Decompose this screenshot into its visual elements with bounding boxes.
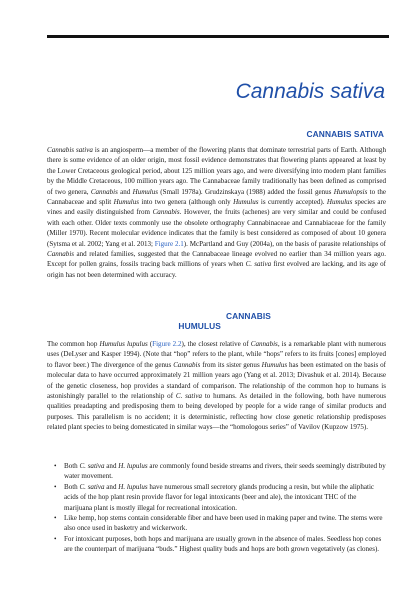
section-heading-humulus: HUMULUS <box>178 321 221 331</box>
paragraph-segment: Cannabis <box>152 208 180 217</box>
paragraph-segment: . However, the fruits (achenes) are very similar and could be confused with each other. Older texts commonly use the obsolete orthography Cannabinaceae and Cannabiaceae for the family (Miller 1970). Recent molecular evidence indicates that the family is best considered as composed of about 10 genera (Sytsma et al. 2002; Yang et al. 2013; <box>47 208 386 248</box>
paragraph-segment: C. sativa <box>245 260 272 269</box>
paragraph-segment: , is a remarkable plant with numerous uses (DeLyser and Kasper 1994). (Note that “hop” refers to the plant, while “hops” refers to its fruits [cones] employed to flavor beer.) The divergence of the genus <box>47 340 387 369</box>
paragraph-segment: Cannabis <box>173 360 201 369</box>
paragraph-segment: has been estimated on the basis of molecular data to have occurred approximately 21 million years ago (Yang et al. 2013; Divashuk et al. 2014). Because of the genetic closeness, hop provides a standard of comparison. The relationship of the common hop to humans is astonishingly parallel to the relationship of <box>47 360 387 401</box>
paragraph-segment: first evolved are lacking, and its age of origin has not been determined with accuracy. <box>47 260 386 279</box>
paragraph-segment: species are vines and easily distinguished from <box>47 198 386 217</box>
bullet-segment: For intoxicant purposes, both hops and marijuana are usually grown in the absence of males. Seedless hop cones are the counterpart of marijuana “buds.” Highest quality buds and hops are both grown vegetatively (as clones). <box>64 534 382 554</box>
figure-link[interactable]: Figure 2.2 <box>152 340 182 348</box>
bullet-dot-icon: • <box>54 534 57 543</box>
paragraph-segment: to the Cannabaceae and split <box>47 187 387 207</box>
paragraph-segment: and related families, suggested that the Cannabaceae lineage evolved no earlier than 34 million years ago. Except for pollen grains, fossils tracing back millions of years when <box>47 250 386 269</box>
paragraph-segment: Humulus <box>132 187 159 196</box>
paragraph-segment: Cannabis <box>90 187 118 196</box>
paragraph-segment: into two genera (although only <box>139 198 234 207</box>
bullet-segment: Both <box>64 482 80 491</box>
bullet-segment: C. sativa <box>79 462 105 470</box>
paragraph-segment: is currently accepted). <box>258 198 327 207</box>
bullet-item <box>47 534 386 555</box>
paragraph-segment: (Small 1978a). Grudzinskaya (1988) added the fossil genus <box>158 187 334 196</box>
bullet-segment: are commonly found beside streams and rivers, their seeds seemingly distributed by water movement. <box>64 462 386 481</box>
paragraph-segment: from its sister genus <box>200 360 262 369</box>
paragraph-humulus <box>47 339 386 433</box>
figure-link[interactable]: Figure 2.1 <box>154 239 184 248</box>
paragraph-segment: ). McPartland and Guy (2004a), on the basis of parasite relationships of <box>183 239 387 248</box>
bullet-segment: Both <box>64 462 80 470</box>
section-heading-cannabis-sativa: CANNABIS SATIVA <box>306 129 384 139</box>
bullet-segment: H. lupulus <box>118 462 148 470</box>
paragraph-segment: Humulus <box>233 198 259 207</box>
paragraph-segment: to humans. As detailed in the following, both have numerous qualities preadapting and predisposing them to being developed by people for a wide range of similar products and purposes. This parallelism is no accident; it is deterministic, reflecting how close genetic relationship predisposes related plant species to being domesticated in similar ways—the “homologous series” of Vavilov (Kupzow 1975). <box>47 392 387 432</box>
top-rule <box>47 35 389 38</box>
paragraph-segment: C. sativa <box>175 392 202 401</box>
bullet-dot-icon: • <box>54 462 57 470</box>
bullet-segment: H. lupulus <box>118 482 148 491</box>
paragraph-segment: Humulus <box>326 198 353 207</box>
paragraph-segment: and <box>117 187 133 196</box>
bullet-segment: and <box>104 462 119 470</box>
paragraph-segment: is an angiosperm—a member of the flowering plants that dominate terrestrial parts of Earth. Although there is some evidence of an older origin, most fossil evidence demonstrates that flowering plants appeared at least by the Lower Cretaceous geological period, about 125 million years ago, and were diversifying into modern plant families by the Middle Cretaceous, 100 million years ago. The Cannabaceae family traditionally has been defined as comprised of two genera, <box>47 146 386 196</box>
paragraph-segment: Humulus lupulus <box>99 340 148 348</box>
paragraph-segment: Cannabis sativa <box>47 146 93 154</box>
chapter-title: Cannabis sativa <box>235 80 385 103</box>
bullet-dot-icon: • <box>54 514 57 523</box>
paragraph-segment: Humulus <box>113 198 140 207</box>
paragraph-segment: Cannabis <box>47 250 75 259</box>
bullet-item <box>47 513 386 534</box>
bullet-list <box>47 461 386 555</box>
section-heading-cannabis: CANNABIS <box>225 311 271 321</box>
bullet-segment: Like hemp, hop stems contain considerable fiber and have been used in making paper and twine. The stems were also once used in basketry and wickerwork. <box>64 514 383 533</box>
paragraph-segment: The common hop <box>47 340 100 348</box>
paragraph-segment: ( <box>147 340 153 348</box>
bullet-segment: C. sativa <box>79 482 105 491</box>
paragraph-segment: ), the closest relative of <box>181 340 251 348</box>
paragraph-segment: Humulopsis <box>333 187 368 196</box>
bullet-item <box>47 482 386 513</box>
bullet-dot-icon: • <box>54 482 57 491</box>
paragraph-cannabis-sativa <box>47 145 386 280</box>
bullet-item <box>47 461 386 482</box>
bullet-segment: and <box>104 482 119 491</box>
bullet-segment: have numerous small secretory glands producing a resin, but while the aliphatic acids of the hop plant resin provide flavor for legal intoxicants (beer and ale), the intoxicant THC of the marijuana plant is mostly illegal for recreational intoxication. <box>64 482 375 512</box>
paragraph-segment: Humulus <box>261 360 288 369</box>
paragraph-segment: Cannabis <box>250 340 278 348</box>
